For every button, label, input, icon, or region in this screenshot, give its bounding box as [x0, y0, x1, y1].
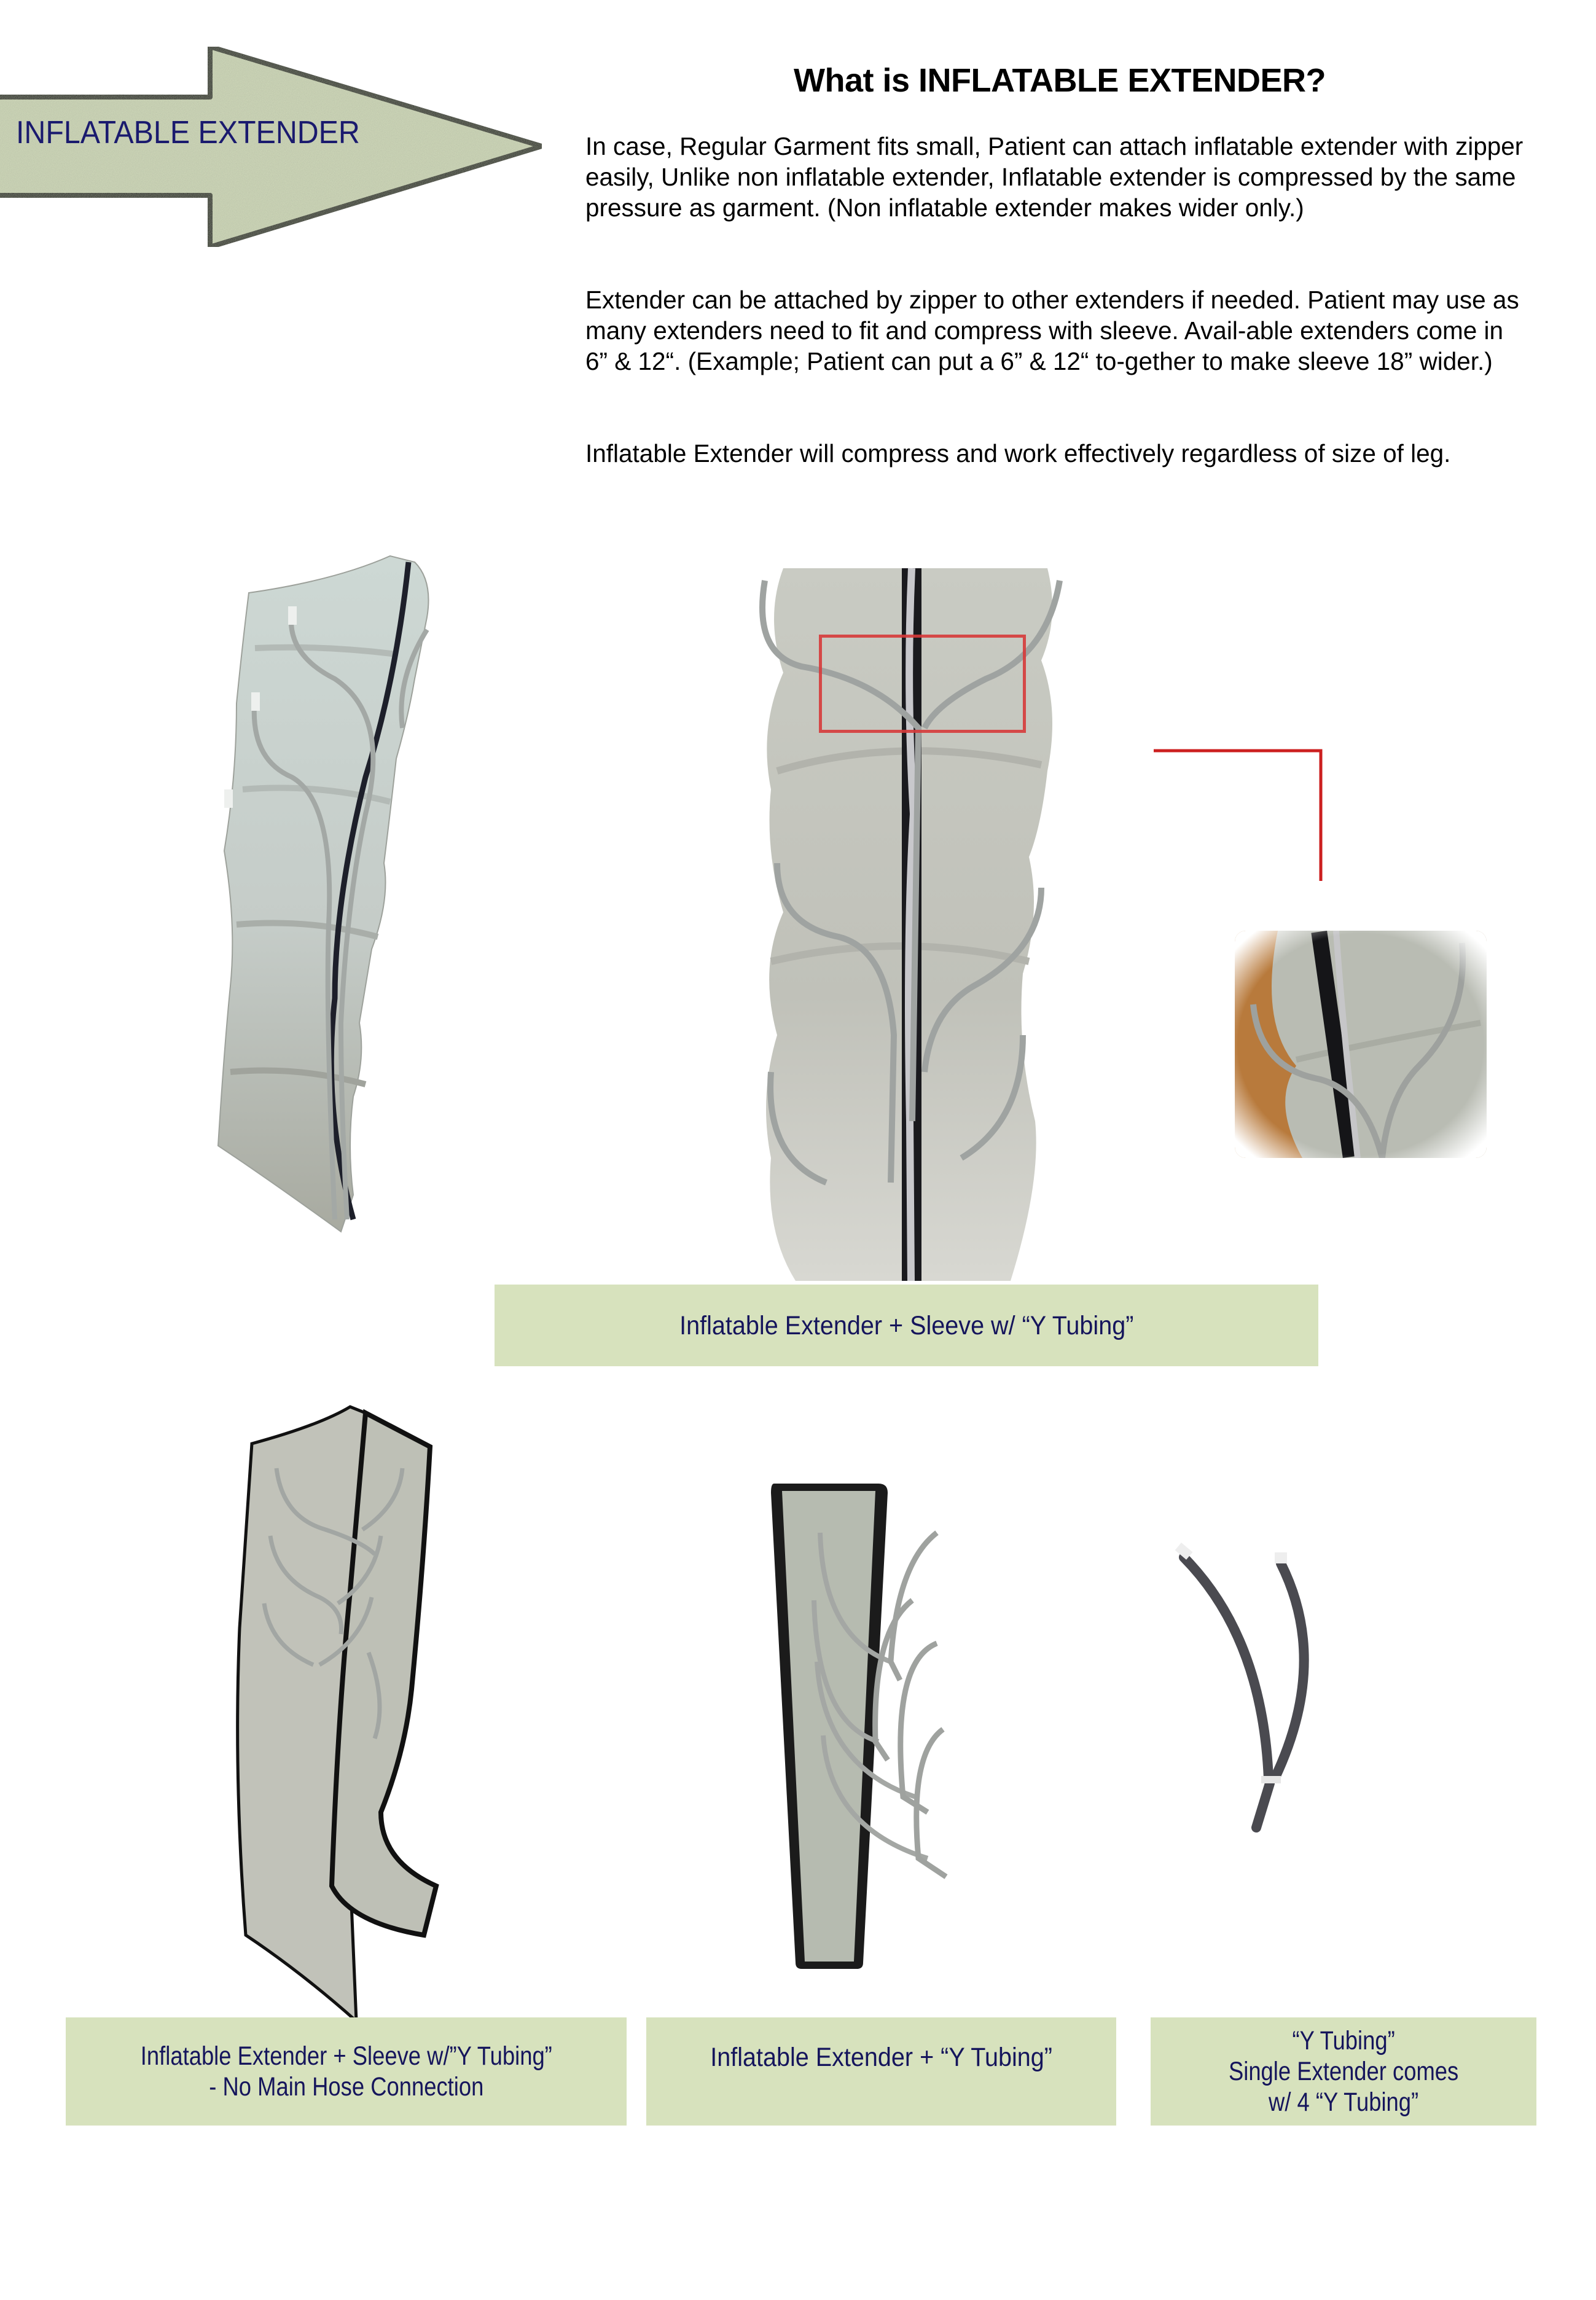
- y-tubing-detail-photo: [1235, 931, 1487, 1158]
- paragraph-effectiveness: Inflatable Extender will compress and work effectively regardless of size of leg.: [585, 439, 1451, 467]
- caption-line: w/ 4 “Y Tubing”: [1268, 2087, 1419, 2117]
- callout-connector-icon: [1154, 748, 1326, 883]
- caption-line: “Y Tubing”: [1292, 2026, 1395, 2056]
- caption-sleeve-no-main-hose: [66, 2017, 627, 2126]
- caption-text: Inflatable Extender + Sleeve w/ “Y Tubing”: [679, 1310, 1134, 1340]
- zoom-highlight-box: [819, 635, 1026, 733]
- sleeve-side-photo: [212, 556, 581, 1293]
- sleeve-no-main-hose-photo: [227, 1407, 448, 2015]
- caption-sleeve-y-tubing: [495, 1285, 1318, 1366]
- caption-line: Single Extender comes: [1228, 2057, 1459, 2086]
- extender-panel-photo: [762, 1477, 964, 2018]
- caption-line: Inflatable Extender + Sleeve w/”Y Tubing”: [140, 2041, 552, 2071]
- caption-line: Inflatable Extender + “Y Tubing”: [710, 2043, 1052, 2072]
- paragraph-attachment: Extender can be attached by zipper to other extenders if needed. Patient may use as many extenders need to fit and compress with sleeve. Avail-able extenders come in 6” & 12“. (Example; Patient can put a 6” & 12“ to-gether to make sleeve 18” wider.): [585, 286, 1519, 375]
- page-title: What is INFLATABLE EXTENDER?: [794, 62, 1326, 99]
- y-tubing-photo: [1170, 1539, 1330, 1834]
- caption-y-tubing: [1151, 2017, 1536, 2126]
- paragraph-intro: In case, Regular Garment fits small, Patient can attach inflatable extender with zipper easily, Unlike non inflatable extender, Inflatable extender is compressed by the same pressure as garment. (Non inflatable extender makes wider only.): [585, 132, 1524, 222]
- caption-extender-y-tubing: [646, 2017, 1116, 2126]
- caption-line: - No Main Hose Connection: [208, 2072, 484, 2102]
- banner-label: INFLATABLE EXTENDER: [16, 115, 360, 151]
